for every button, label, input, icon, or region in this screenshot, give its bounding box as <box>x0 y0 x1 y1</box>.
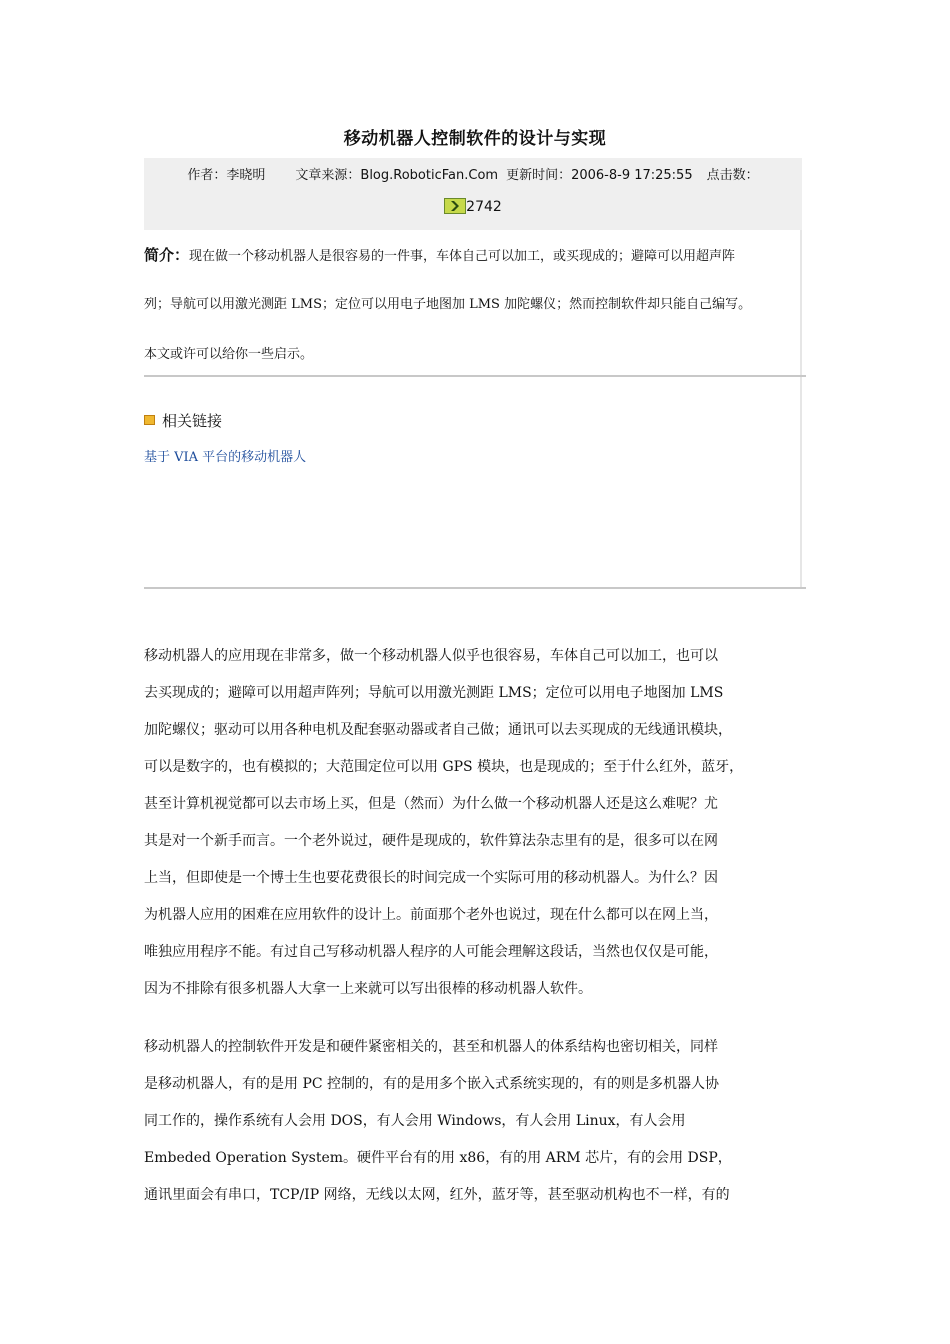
intro-divider <box>144 375 806 377</box>
article-intro <box>144 230 802 380</box>
intro-line: 列；导航可以用激光测距 LMS；定位可以用电子地图加 LMS 加陀螺仪；然而控制软件却只能自己编写。 <box>144 297 752 312</box>
meta-updated-value: 2006-8-9 17:25:55 <box>571 168 693 183</box>
paragraph-line: 通讯里面会有串口，TCP/IP 网络，无线以太网，红外，蓝牙等，甚至驱动机构也不一样，有的 <box>144 1187 730 1203</box>
meta-author: 作者：李晓明 <box>187 168 266 183</box>
related-divider <box>144 587 806 589</box>
intro-text: 现在做一个移动机器人是很容易的一件事，车体自己可以加工，或买现成的；避障可以用超声阵 <box>189 249 736 264</box>
article-meta-box <box>144 158 802 230</box>
related-right-border <box>800 377 802 587</box>
intro-label: 简介： <box>144 246 190 264</box>
paragraph-line: 上当，但即使是一个博士生也要花费很长的时间完成一个实际可用的移动机器人。为什么？因 <box>144 870 718 886</box>
paragraph-line: 去买现成的；避障可以用超声阵列；导航可以用激光测距 LMS；定位可以用电子地图加 LMS <box>144 685 724 701</box>
body-paragraph-1 <box>144 638 814 1008</box>
paragraph-line: 其是对一个新手而言。一个老外说过，硬件是现成的，软件算法杂志里有的是，很多可以在网 <box>144 833 718 849</box>
paragraph-line: 移动机器人的应用现在非常多，做一个移动机器人似乎也很容易，车体自己可以加工，也可以 <box>144 648 718 664</box>
intro-right-border <box>800 230 802 375</box>
paragraph-line: 同工作的，操作系统有人会用 DOS，有人会用 Windows，有人会用 Linux，有人会用 <box>144 1113 686 1129</box>
paragraph-line: 加陀螺仪；驱动可以用各种电机及配套驱动器或者自己做；通讯可以去买现成的无线通讯模块， <box>144 722 732 738</box>
paragraph-line: Embeded Operation System。硬件平台有的用 x86，有的用 ARM 芯片，有的会用 DSP， <box>144 1150 732 1166</box>
paragraph-line: 为机器人应用的困难在应用软件的设计上。前面那个老外也说过，现在什么都可以在网上当， <box>144 907 718 923</box>
meta-source-value: Blog.RoboticFan.Com <box>360 168 499 183</box>
paragraph-line: 移动机器人的控制软件开发是和硬件紧密相关的，甚至和机器人的体系结构也密切相关，同样 <box>144 1039 718 1055</box>
related-link-via-robot[interactable]: 基于 VIA 平台的移动机器人 <box>144 450 307 465</box>
hits-counter-icon <box>444 198 466 214</box>
paragraph-line: 因为不排除有很多机器人大拿一上来就可以写出很棒的移动机器人软件。 <box>144 981 592 997</box>
paragraph-line: 可以是数字的，也有模拟的；大范围定位可以用 GPS 模块，也是现成的；至于什么红外，蓝牙， <box>144 759 744 775</box>
meta-updated-label: 更新时间： <box>506 168 572 183</box>
meta-line <box>144 164 802 183</box>
meta-source-label: 文章来源： <box>295 168 361 183</box>
related-links-heading <box>144 410 222 431</box>
paragraph-line: 是移动机器人，有的是用 PC 控制的，有的是用多个嵌入式系统实现的，有的则是多机器人协 <box>144 1076 720 1092</box>
article-title: 移动机器人控制软件的设计与实现 <box>343 129 607 149</box>
meta-hits-label: 点击数： <box>706 168 759 183</box>
arrow-bullet-icon <box>144 415 155 425</box>
intro-line: 本文或许可以给你一些启示。 <box>144 347 314 362</box>
related-links-title: 相关链接 <box>162 412 223 430</box>
intro-line <box>144 230 802 280</box>
meta-hits-value: 2742 <box>466 199 502 215</box>
paragraph-line: 甚至计算机视觉都可以去市场上买，但是（然而）为什么做一个移动机器人还是这么难呢？尤 <box>144 796 718 812</box>
meta-hits-row <box>144 198 802 215</box>
body-paragraph-2 <box>144 1029 814 1214</box>
paragraph-line: 唯独应用程序不能。有过自己写移动机器人程序的人可能会理解这段话，当然也仅仅是可能， <box>144 944 718 960</box>
